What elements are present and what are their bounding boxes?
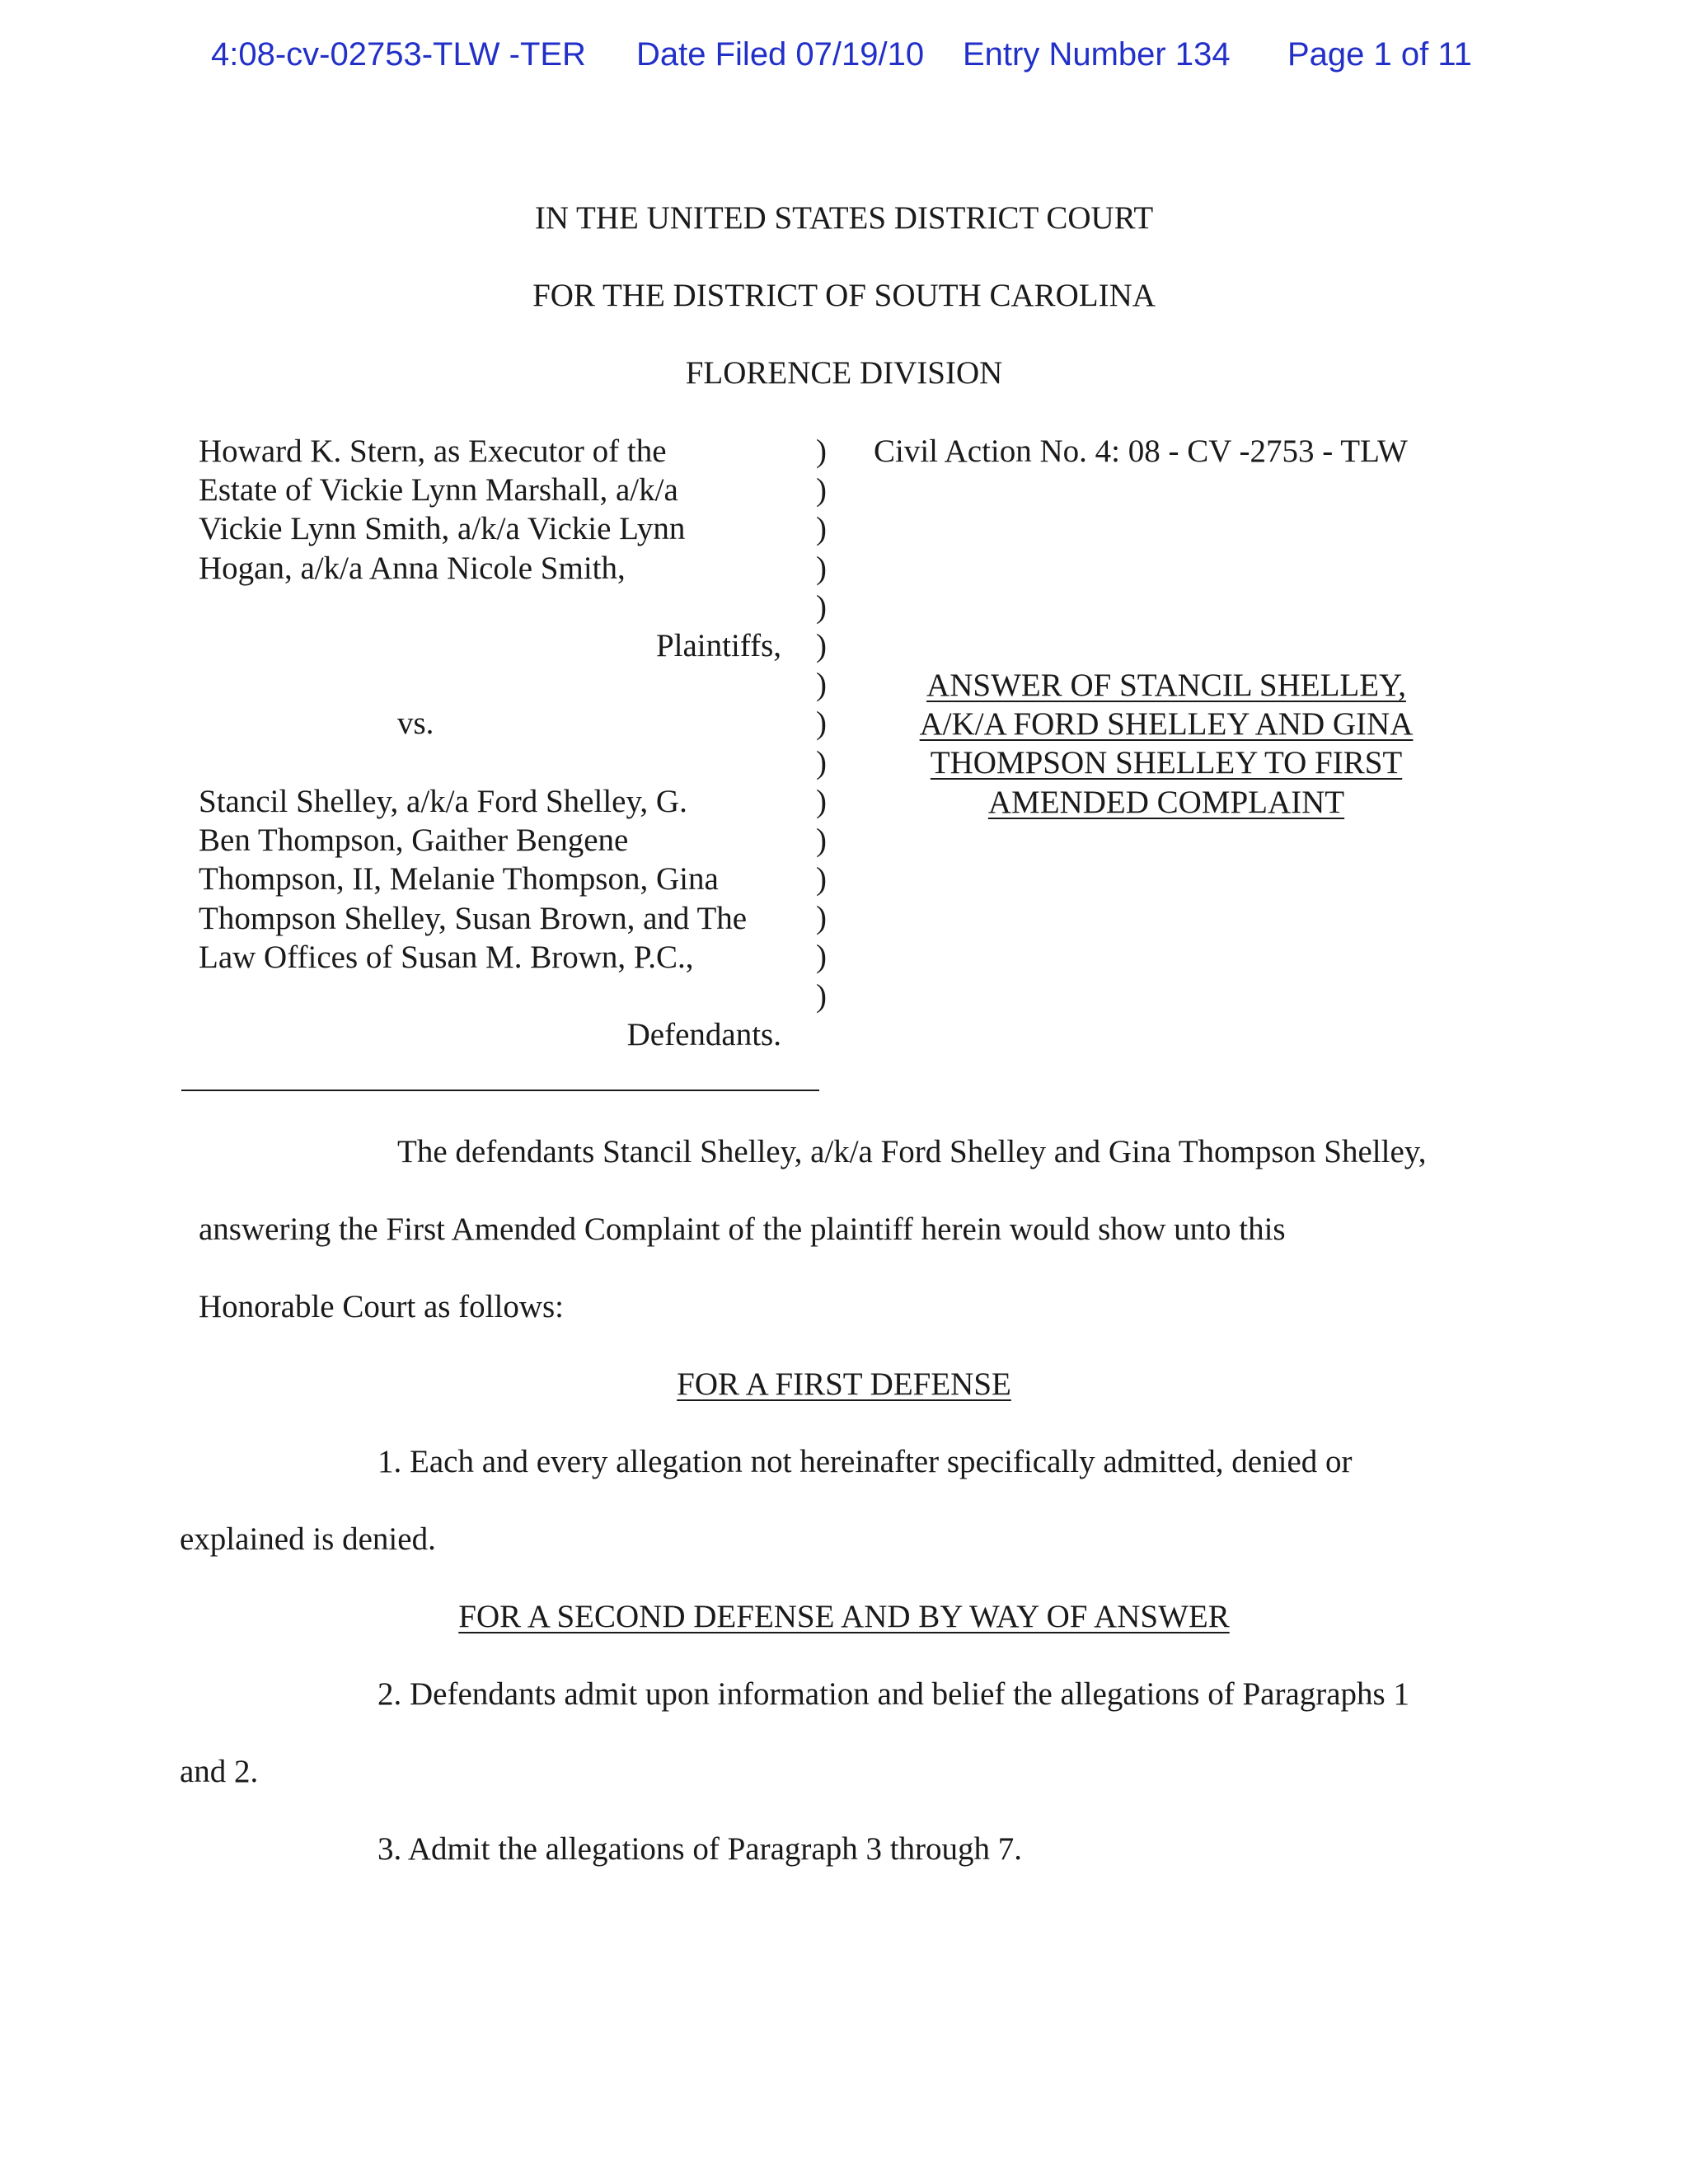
plaintiffs-role: Plaintiffs,: [655, 628, 781, 663]
document-title: [874, 666, 1459, 822]
document-title-line: ANSWER OF STANCIL SHELLEY,: [926, 668, 1406, 703]
paren: ): [816, 977, 827, 1014]
defendant-line: Thompson Shelley, Susan Brown, and The: [199, 900, 748, 936]
section-heading-second-defense: FOR A SECOND DEFENSE AND BY WAY OF ANSWER: [458, 1599, 1230, 1634]
caption-divider: [181, 1090, 819, 1091]
paren: ): [816, 511, 827, 547]
document-title-line: A/K/A FORD SHELLEY AND GINA: [919, 706, 1414, 743]
paragraph-3: 3. Admit the allegations of Paragraph 3 through 7.: [377, 1831, 1023, 1867]
paren: ): [816, 627, 827, 663]
intro-line: The defendants Stancil Shelley, a/k/a Ford Shelley and Gina Thompson Shelley,: [397, 1134, 1427, 1169]
stamp-entry-number: Entry Number 134: [963, 36, 1231, 73]
plaintiff-line: Vickie Lynn Smith, a/k/a Vickie Lynn: [199, 511, 686, 547]
court-district: FOR THE DISTRICT OF SOUTH CAROLINA: [532, 278, 1156, 313]
defendant-line: Law Offices of Susan M. Brown, P.C.,: [199, 939, 694, 975]
paren: ): [816, 861, 827, 898]
plaintiff-line: Howard K. Stern, as Executor of the: [199, 434, 667, 469]
civil-action-number: Civil Action No. 4: 08 - CV -2753 - TLW: [874, 434, 1408, 469]
court-name: IN THE UNITED STATES DISTRICT COURT: [534, 200, 1154, 236]
defendant-line: Ben Thompson, Gaither Bengene: [199, 823, 629, 859]
paragraph-2-continued: and 2.: [180, 1754, 259, 1789]
paren: ): [816, 550, 827, 586]
filing-stamp: [0, 36, 1688, 79]
stamp-page-number: Page 1 of 11: [1287, 36, 1472, 73]
stamp-case-number: 4:08-cv-02753-TLW -TER: [211, 36, 586, 73]
document-title-line: AMENDED COMPLAINT: [987, 784, 1345, 820]
defendant-names: [199, 782, 747, 977]
defendant-line: Thompson, II, Melanie Thompson, Gina: [199, 861, 719, 898]
plaintiff-names: [199, 432, 685, 588]
paren: ): [816, 667, 827, 703]
stamp-date-filed: Date Filed 07/19/10: [636, 36, 925, 73]
plaintiff-line: Hogan, a/k/a Anna Nicole Smith,: [199, 550, 626, 586]
paragraph-1-continued: explained is denied.: [180, 1521, 436, 1557]
document-title-line: THOMPSON SHELLEY TO FIRST: [930, 745, 1403, 781]
paragraph-2: 2. Defendants admit upon information and belief the allegations of Paragraphs 1: [377, 1676, 1409, 1712]
paren: ): [816, 472, 827, 509]
intro-line: Honorable Court as follows:: [199, 1289, 565, 1324]
versus-label: vs.: [397, 705, 434, 741]
paren: ): [816, 900, 827, 936]
defendant-line: Stancil Shelley, a/k/a Ford Shelley, G.: [199, 784, 687, 819]
paragraph-1: 1. Each and every allegation not hereinafter specifically admitted, denied or: [377, 1444, 1353, 1479]
paren: ): [816, 822, 827, 858]
paren: ): [816, 744, 827, 780]
section-heading-first-defense: FOR A FIRST DEFENSE: [677, 1366, 1011, 1402]
paren: ): [816, 783, 827, 819]
caption-parentheses: [816, 432, 827, 1015]
defendants-role: Defendants.: [626, 1017, 781, 1052]
plaintiff-line: Estate of Vickie Lynn Marshall, a/k/a: [199, 472, 678, 509]
court-division: FLORENCE DIVISION: [685, 355, 1003, 391]
paren: ): [816, 705, 827, 742]
paren: ): [816, 588, 827, 625]
intro-line: answering the First Amended Complaint of the plaintiff herein would show unto this: [199, 1212, 1286, 1247]
paren: ): [816, 939, 827, 975]
paren: ): [816, 434, 827, 469]
